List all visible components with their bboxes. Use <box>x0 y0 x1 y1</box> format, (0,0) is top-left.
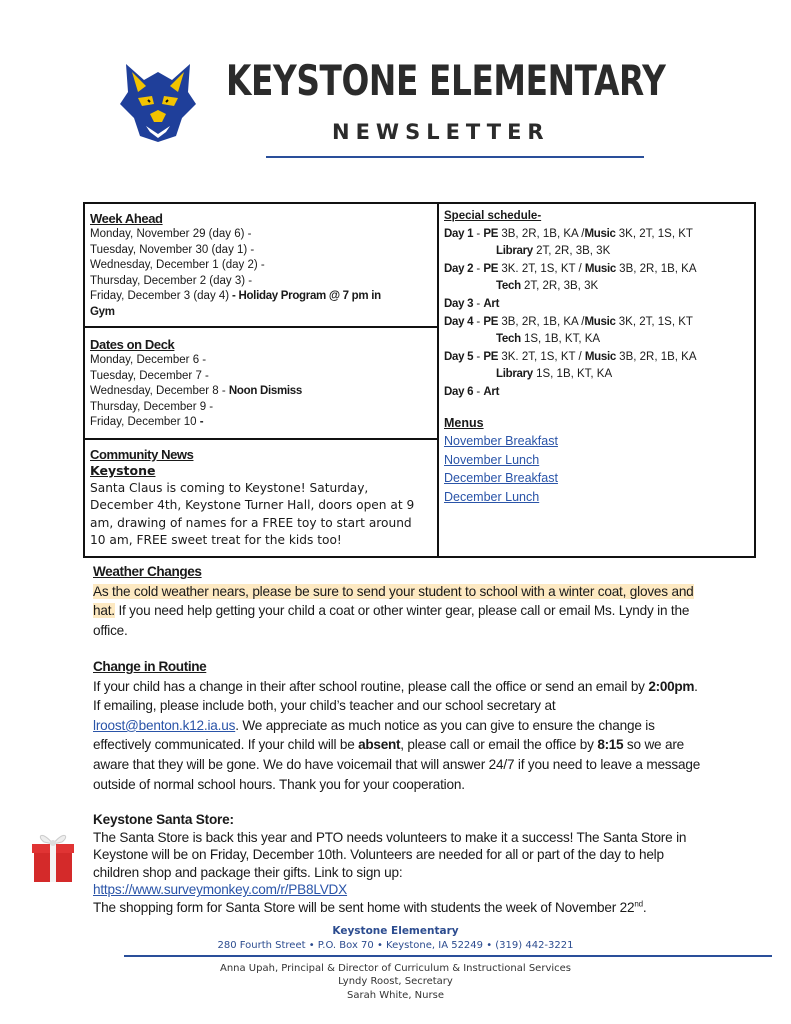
menu-link-december-breakfast[interactable]: December Breakfast <box>444 471 558 486</box>
section-heading: Menus <box>444 416 484 430</box>
week-ahead-section <box>90 210 430 321</box>
schedule-line: Day 2 - PE 3K. 2T, 1S, KT / Music 3B, 2R, 1B, KA <box>444 262 697 275</box>
table-divider <box>437 202 439 558</box>
schedule-line: Day 6 - Art <box>444 385 500 398</box>
table-divider <box>83 438 438 440</box>
list-item: Thursday, December 9 - <box>90 400 214 413</box>
section-heading: Dates on Deck <box>90 337 175 352</box>
list-item: Friday, December 3 (day 4) - Holiday Program @ 7 pm in <box>90 290 381 303</box>
staff-line: Lyndy Roost, Secretary <box>338 976 453 988</box>
school-title: KEYSTONE ELEMENTARY <box>226 56 666 105</box>
footer-divider <box>124 955 772 957</box>
schedule-list <box>444 226 749 402</box>
section-heading: Week Ahead <box>90 211 163 226</box>
santa-store-section <box>93 811 703 917</box>
footer-address: 280 Fourth Street • P.O. Box 70 • Keystone, IA 52249 • (319) 442-3221 <box>217 940 574 951</box>
special-schedule-section <box>444 208 749 402</box>
routine-paragraph: If your child has a change in their after school routine, please call the office or send an email by 2:00pm. If emailing, please include both, your child’s teacher and our school secretary at lroost@benton.k12.ia.us. We appreciate as much notice as you can give to ensure the change is effectively communicated. If your child will be absent, please call or email the office by 8:15 so we are aware that they will be gone. We do have voicemail that will answer 24/7 if you need to leave a message outside of normal school hours. Thank you for your cooperation. <box>93 678 701 792</box>
list-item: Tuesday, December 7 - <box>90 369 209 382</box>
header-divider <box>266 156 644 158</box>
table-divider <box>83 326 438 328</box>
santa-store-paragraph: The Santa Store is back this year and PTO needs volunteers to make it a success! The Santa Store in Keystone will be on Friday, December 10th. Volunteers are needed for all or part of the day to help children shop and package their gifts. Link to sign up: <box>93 829 687 880</box>
weather-section <box>93 562 703 640</box>
community-news-body: Santa Claus is coming to Keystone! Saturday, December 4th, Keystone Turner Hall, doors open at 9 am, drawing of names for a FREE toy to start around 10 am, FREE sweet treat for the kids too! <box>90 481 415 547</box>
list-item: Tuesday, November 30 (day 1) - <box>90 243 255 256</box>
section-heading: Change in Routine <box>93 659 207 674</box>
wildcat-logo-icon <box>118 58 198 142</box>
menus-section <box>444 414 749 506</box>
menu-link-november-lunch[interactable]: November Lunch <box>444 452 540 467</box>
weather-paragraph: As the cold weather nears, please be sure to send your student to school with a winter coat, gloves and hat. If you need help getting your child a coat or other winter gear, please call or email Ms. Lyndy in the office. <box>93 583 694 638</box>
schedule-line: Library 1S, 1B, KT, KA <box>496 368 613 381</box>
newsletter-subtitle: NEWSLETTER <box>332 120 550 144</box>
schedule-line: Tech 2T, 2R, 3B, 3K <box>496 280 599 293</box>
list-item: Wednesday, December 8 - Noon Dismiss <box>90 385 303 398</box>
list-item: Thursday, December 2 (day 3) - <box>90 274 253 287</box>
schedule-line: Library 2T, 2R, 3B, 3K <box>496 245 611 258</box>
signup-link[interactable]: https://www.surveymonkey.com/r/PB8LVDX <box>93 882 348 898</box>
list-item: Wednesday, December 1 (day 2) - <box>90 259 265 272</box>
schedule-line: Day 5 - PE 3K. 2T, 1S, KT / Music 3B, 2R, 1B, KA <box>444 350 697 363</box>
schedule-line: Day 1 - PE 3B, 2R, 1B, KA /Music 3K, 2T, 1S, KT <box>444 227 693 240</box>
schedule-line: Day 3 - Art <box>444 297 500 310</box>
menu-link-december-lunch[interactable]: December Lunch <box>444 489 540 504</box>
highlighted-text: As the cold weather nears, please be sure to send your student to school with a winter coat, gloves and hat. <box>93 583 694 619</box>
staff-list <box>0 962 791 1002</box>
list-item: Monday, November 29 (day 6) - <box>90 228 252 240</box>
section-heading: Community News <box>90 447 194 462</box>
section-heading: Special schedule- <box>444 210 542 222</box>
dates-on-deck-section <box>90 336 430 431</box>
footer-school-name: Keystone Elementary <box>332 925 459 937</box>
staff-line: Anna Upah, Principal & Director of Curriculum & Instructional Services <box>219 963 571 974</box>
list-item: Friday, December 10 - <box>90 416 204 429</box>
gift-box-icon <box>30 826 76 884</box>
santa-store-note: The shopping form for Santa Store will be sent home with students the week of November 22nd. <box>93 899 647 915</box>
menu-link-november-breakfast[interactable]: November Breakfast <box>444 434 558 449</box>
list-item: Gym <box>90 305 115 318</box>
list-item: Monday, December 6 - <box>90 354 207 366</box>
schedule-line: Tech 1S, 1B, KT, KA <box>496 333 601 346</box>
staff-line: Sarah White, Nurse <box>347 989 444 1001</box>
section-heading: Weather Changes <box>93 564 202 579</box>
routine-section <box>93 657 703 794</box>
section-heading: Keystone Santa Store: <box>93 812 234 827</box>
community-news-section <box>90 446 430 549</box>
section-subheading: Keystone <box>90 463 156 478</box>
schedule-line: Day 4 - PE 3B, 2R, 1B, KA /Music 3K, 2T, 1S, KT <box>444 315 693 328</box>
secretary-email-link[interactable]: lroost@benton.k12.ia.us <box>93 717 236 733</box>
